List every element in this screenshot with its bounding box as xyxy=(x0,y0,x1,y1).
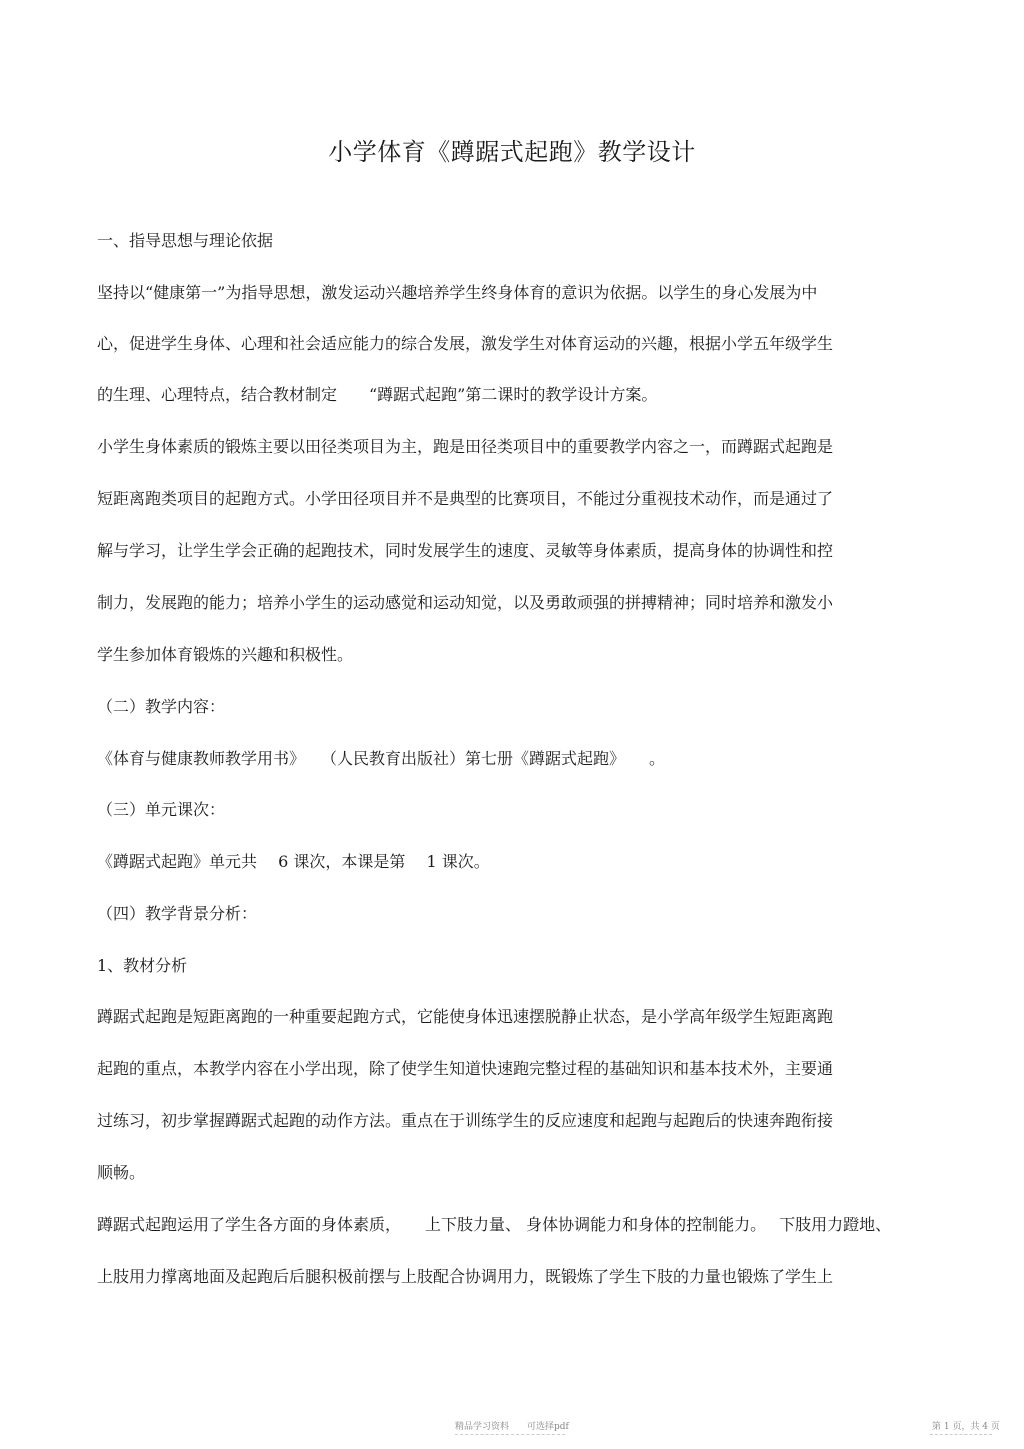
heading-unit-lessons: （三）单元课次： xyxy=(97,800,226,819)
paragraph-line: 的生理、心理特点，结合教材制定 “蹲踞式起跑”第二课时的教学设计方案。 xyxy=(97,385,658,404)
paragraph-line: 制力，发展跑的能力；培养小学生的运动感觉和运动知觉，以及勇敢顽强的拼搏精神；同时培养和激发小 xyxy=(97,593,834,612)
paragraph-line: 《体育与健康教师教学用书》 （人民教育出版社）第七册《蹲踞式起跑》 。 xyxy=(97,749,666,768)
paragraph-line: 《蹲踞式起跑》单元共 6 课次，本课是第 1 课次。 xyxy=(97,852,490,871)
paragraph-line: 心，促进学生身体、心理和社会适应能力的综合发展，激发学生对体育运动的兴趣，根据小学五年级学生 xyxy=(97,334,834,353)
paragraph-line: 解与学习，让学生学会正确的起跑技术，同时发展学生的速度、灵敏等身体素质，提高身体的协调性和控 xyxy=(97,541,834,560)
paragraph-line: 顺畅。 xyxy=(97,1163,146,1182)
page-number: 第 1 页，共 4 页 xyxy=(932,1422,1000,1432)
footer-source-label: 精品学习资料 可选择pdf xyxy=(455,1422,569,1432)
paragraph-line: 起跑的重点，本教学内容在小学出现，除了使学生知道快速跑完整过程的基础知识和基本技术外，主要通 xyxy=(97,1059,834,1078)
heading-guiding-ideology: 一、指导思想与理论依据 xyxy=(97,231,274,250)
paragraph-line: 蹲踞式起跑运用了学生各方面的身体素质， 上下肢力量、 身体协调能力和身体的控制能力。 下肢用力蹬地、 xyxy=(97,1215,892,1234)
heading-teaching-content: （二）教学内容： xyxy=(97,697,226,716)
paragraph-line: 坚持以“健康第一”为指导思想，激发运动兴趣培养学生终身体育的意识为依据。以学生的身心发展为中 xyxy=(97,283,818,302)
paragraph-line: 蹲踞式起跑是短距离跑的一种重要起跑方式，它能使身体迅速摆脱静止状态，是小学高年级学生短距离跑 xyxy=(97,1007,834,1026)
paragraph-line: 过练习，初步掌握蹲踞式起跑的动作方法。重点在于训练学生的反应速度和起跑与起跑后的快速奔跑衔接 xyxy=(97,1111,834,1130)
paragraph-line: 短距离跑类项目的起跑方式。小学田径项目并不是典型的比赛项目，不能过分重视技术动作，而是通过了 xyxy=(97,489,834,508)
heading-material-analysis: 1、教材分析 xyxy=(97,956,188,975)
paragraph-line: 学生参加体育锻炼的兴趣和积极性。 xyxy=(97,645,354,664)
paragraph-line: 上肢用力撑离地面及起跑后后腿积极前摆与上肢配合协调用力，既锻炼了学生下肢的力量也锻炼了学生上 xyxy=(97,1267,834,1286)
heading-teaching-background: （四）教学背景分析： xyxy=(97,904,258,923)
document-title: 小学体育《蹲踞式起跑》教学设计 xyxy=(328,138,696,166)
footer-divider xyxy=(930,1434,992,1435)
paragraph-line: 小学生身体素质的锻炼主要以田径类项目为主，跑是田径类项目中的重要教学内容之一，而蹲踞式起跑是 xyxy=(97,437,834,456)
footer-divider xyxy=(455,1434,565,1435)
